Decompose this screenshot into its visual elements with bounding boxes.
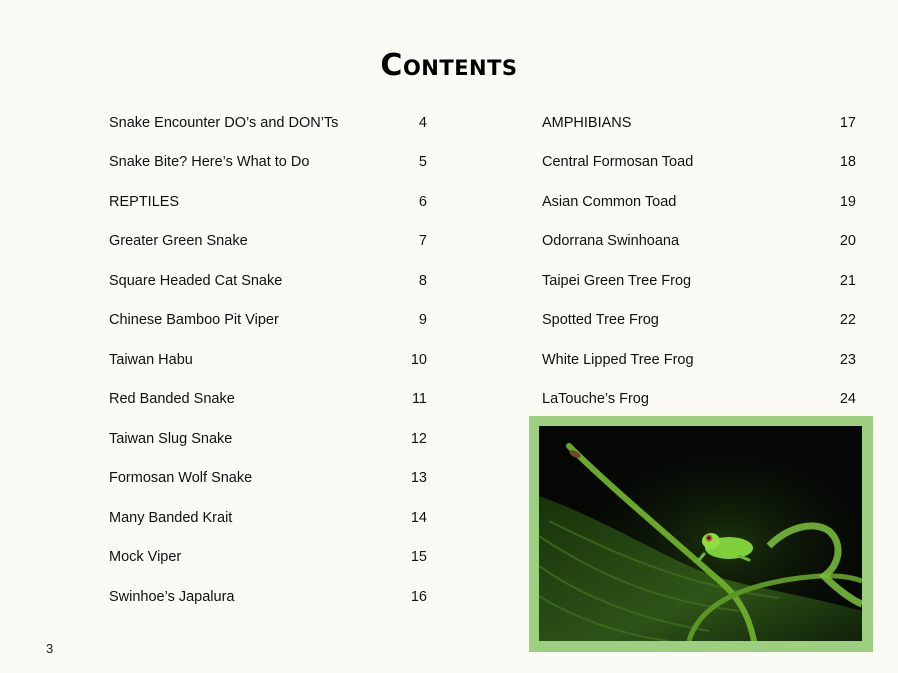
toc-entry-label: Swinhoe’s Japalura (109, 588, 235, 605)
toc-entry-page-number: 17 (839, 114, 856, 131)
toc-entry[interactable] (542, 340, 856, 380)
toc-entry-page-number: 16 (410, 588, 427, 605)
toc-entry[interactable] (109, 103, 427, 143)
toc-entry[interactable] (109, 222, 427, 262)
toc-entry-page-number: 20 (839, 233, 856, 250)
toc-entry[interactable] (109, 340, 427, 380)
toc-entry-page-number: 22 (839, 312, 856, 329)
toc-entry-label: Taipei Green Tree Frog (542, 272, 692, 289)
toc-entry[interactable] (109, 538, 427, 578)
toc-entry-label: Many Banded Krait (109, 509, 233, 526)
toc-entry-page-number: 12 (410, 430, 427, 447)
toc-entry[interactable] (109, 577, 427, 617)
toc-entry[interactable] (542, 182, 856, 222)
toc-entry[interactable] (542, 222, 856, 262)
toc-entry-page-number: 6 (418, 193, 427, 210)
toc-entry-label: Red Banded Snake (109, 391, 235, 408)
page-number: 3 (46, 641, 54, 656)
toc-entry-label: Taiwan Habu (109, 351, 193, 368)
toc-entry-label: White Lipped Tree Frog (542, 351, 694, 368)
toc-entry-page-number: 8 (418, 272, 427, 289)
toc-entry-page-number: 11 (411, 391, 427, 408)
toc-entry-page-number: 15 (410, 549, 427, 566)
toc-entry[interactable] (109, 261, 427, 301)
toc-entry-label: Taiwan Slug Snake (109, 430, 233, 447)
toc-entry[interactable] (109, 380, 427, 420)
toc-entry-label: LaTouche’s Frog (542, 391, 649, 408)
toc-entry[interactable] (109, 498, 427, 538)
toc-entry-label: REPTILES (109, 193, 180, 210)
toc-entry-label: AMPHIBIANS (542, 114, 632, 131)
toc-entry[interactable] (109, 459, 427, 499)
toc-entry[interactable] (109, 182, 427, 222)
toc-entry-page-number: 7 (418, 233, 427, 250)
toc-entry[interactable] (542, 261, 856, 301)
toc-entry[interactable] (542, 380, 856, 420)
toc-entry-page-number: 10 (410, 351, 427, 368)
frog-photo (539, 426, 862, 641)
toc-entry-page-number: 24 (839, 391, 856, 408)
toc-entry-page-number: 13 (410, 470, 427, 487)
toc-entry[interactable] (542, 103, 856, 143)
toc-entry-page-number: 21 (839, 272, 856, 289)
toc-entry[interactable] (542, 143, 856, 183)
toc-entry-label: Odorrana Swinhoana (542, 233, 680, 250)
toc-entry-label: Spotted Tree Frog (542, 312, 659, 329)
toc-right-column (542, 103, 856, 419)
photo-frame (529, 416, 873, 652)
toc-entry-page-number: 14 (410, 509, 427, 526)
toc-entry[interactable] (542, 301, 856, 341)
toc-entry-page-number: 4 (418, 114, 427, 131)
toc-entry[interactable] (109, 143, 427, 183)
toc-entry-label: Chinese Bamboo Pit Viper (109, 312, 279, 329)
toc-entry[interactable] (109, 301, 427, 341)
toc-entry-page-number: 9 (418, 312, 427, 329)
toc-entry-label: Snake Bite? Here’s What to Do (109, 154, 310, 171)
toc-entry-page-number: 19 (839, 193, 856, 210)
toc-entry-label: Mock Viper (109, 549, 182, 566)
toc-left-column (109, 103, 427, 617)
toc-entry-label: Snake Encounter DO’s and DON’Ts (109, 114, 339, 131)
toc-entry-label: Formosan Wolf Snake (109, 470, 253, 487)
page-title: Contents (380, 48, 518, 84)
toc-entry-label: Central Formosan Toad (542, 154, 694, 171)
toc-entry-page-number: 18 (839, 154, 856, 171)
toc-entry-label: Greater Green Snake (109, 233, 248, 250)
toc-entry-page-number: 5 (418, 154, 427, 171)
toc-entry-page-number: 23 (839, 351, 856, 368)
toc-entry-label: Square Headed Cat Snake (109, 272, 283, 289)
toc-entry-label: Asian Common Toad (542, 193, 677, 210)
toc-entry[interactable] (109, 419, 427, 459)
